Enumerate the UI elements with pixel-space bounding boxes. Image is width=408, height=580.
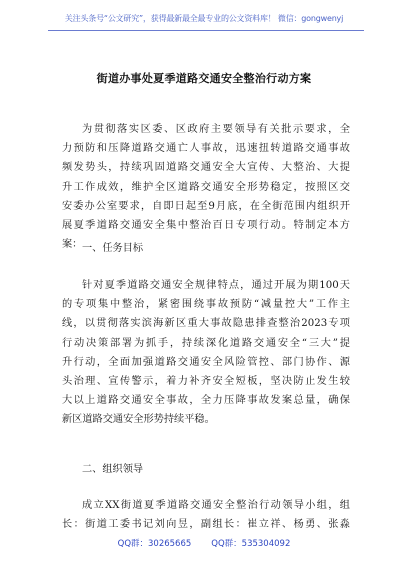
qq-group-2: QQ群：535304092 bbox=[211, 539, 291, 549]
header-divider bbox=[48, 30, 364, 31]
qq-group-1: QQ群：30265665 bbox=[117, 539, 192, 549]
section-paragraph bbox=[62, 496, 350, 534]
paragraph-line: 升工作成效，维护全区道路交通安全形势稳定，按照区交 bbox=[62, 181, 350, 193]
paragraph-line: 头治理、宣传警示，着力补齐安全短板，坚决防止发生较 bbox=[62, 375, 350, 387]
section-heading-text: 一、任务目标 bbox=[82, 243, 144, 254]
intro-paragraph bbox=[62, 120, 350, 254]
paragraph-line: 行动决策部署为抓手，持续深化道路交通安全“三大”提 bbox=[62, 337, 350, 349]
section-heading bbox=[62, 460, 350, 479]
paragraph-line: 力预防和压降道路交通亡人事故，迅速扭转道路交通事故 bbox=[62, 143, 350, 155]
paragraph-line: 大以上道路交通安全事故，全力压降事故发案总量，确保 bbox=[62, 395, 350, 407]
paragraph-line: 的专项集中整治，紧密围绕事故预防“减量控大”工作主 bbox=[62, 299, 350, 311]
paragraph-line: 展夏季道路交通安全集中整治百日专项行动。特制定本方 bbox=[62, 219, 350, 231]
paragraph-line: 长：街道工委书记刘向昱，副组长：崔立祥、杨勇、张淼 bbox=[62, 519, 350, 531]
header-banner: 关注头条号“公文研究”，获得最新最全最专业的公文资料库！ 微信：gongwenyj bbox=[64, 14, 344, 23]
paragraph-line: 安委办公室要求，自即日起至9月底，在全街范围内组织开 bbox=[62, 200, 350, 212]
section-paragraph bbox=[62, 276, 350, 430]
paragraph-line: 案： bbox=[62, 239, 83, 251]
paragraph-line: 为贯彻落实区委、区政府主要领导有关批示要求，全 bbox=[82, 124, 350, 135]
paragraph-line: 成立XX街道夏季道路交通安全整治行动领导小组，组 bbox=[82, 500, 350, 511]
document-title: 街道办事处夏季道路交通安全整治行动方案 bbox=[96, 72, 312, 85]
paragraph-line: 升行动，全面加强道路交通安全风险管控、部门协作、源 bbox=[62, 356, 350, 368]
paragraph-line: 频发势头，持续巩固道路交通安全大宣传、大整治、大提 bbox=[62, 162, 350, 174]
paragraph-line: 针对夏季道路交通安全规律特点，通过开展为期100天 bbox=[82, 280, 350, 291]
section-heading-text: 二、组织领导 bbox=[82, 464, 144, 475]
section-heading bbox=[62, 239, 350, 258]
paragraph-line: 线，以贯彻落实滨海新区重大事故隐患排查整治2023专项 bbox=[62, 318, 350, 330]
footer-contact bbox=[0, 537, 408, 549]
paragraph-line: 新区道路交通安全形势持续平稳。 bbox=[62, 414, 215, 426]
